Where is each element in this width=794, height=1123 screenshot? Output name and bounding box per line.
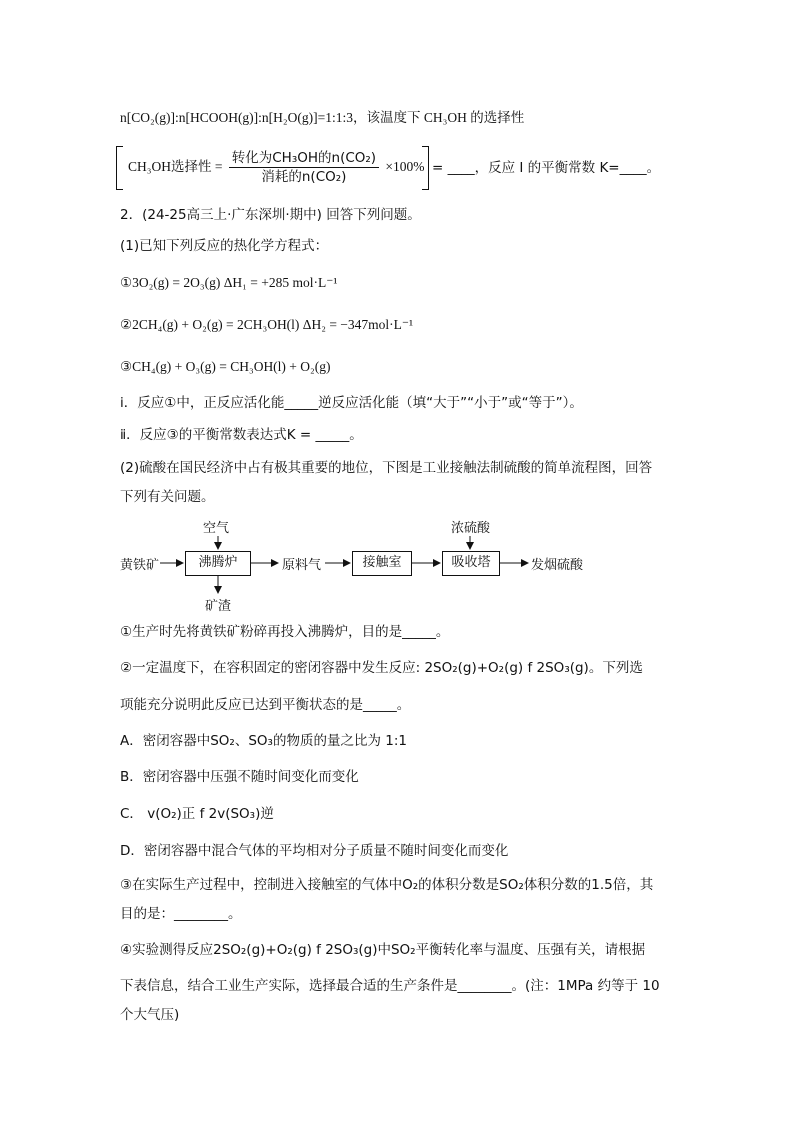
fraction-numerator: 转化为CH₃OH的n(CO₂) — [229, 149, 379, 168]
part-3-line2: 目的是：________。 — [120, 906, 242, 922]
flow-slag: 矿渣 — [205, 599, 232, 614]
flow-gas: 原料气 — [282, 558, 322, 573]
option-b: B．密闭容器中压强不随时间变化而变化 — [120, 769, 359, 785]
flow-box-contact: 接触室 — [352, 551, 412, 576]
formula-tail: = ____，反应 I 的平衡常数 K=____。 — [432, 160, 661, 176]
question-title: 2．(24-25高三上·广东深圳·期中) 回答下列问题。 — [120, 207, 421, 223]
equation-2: ②2CH₄(g) + O₂(g) = 2CH₃OH(l) ΔH₂ = −347mol·L⁻¹ — [120, 317, 414, 332]
option-d: D．密闭容器中混合气体的平均相对分子质量不随时间变化而变化 — [120, 843, 509, 859]
formula-label: CH₃OH选择性 = — [128, 159, 223, 174]
part-2-line1: ②一定温度下，在容积固定的密闭容器中发生反应: 2SO₂(g)+O₂(g) f 2SO₃(g)。下列选 — [120, 660, 643, 676]
fraction-denominator: 消耗的n(CO₂) — [261, 168, 347, 185]
part-4-line2: 下表信息，结合工业生产实际，选择最合适的生产条件是________。(注：1MPa 约等于 10 — [120, 978, 660, 994]
flow-acid-in: 浓硫酸 — [451, 521, 491, 536]
subquestion-ii: ⅱ．反应③的平衡常数表达式K = _____。 — [120, 427, 363, 443]
flow-box-furnace: 沸腾炉 — [185, 551, 251, 576]
equation-3: ③CH₄(g) + O₃(g) = CH₃OH(l) + O₂(g) — [120, 359, 331, 374]
part-2-line2: 项能充分说明此反应已达到平衡状态的是_____。 — [120, 697, 411, 713]
subquestion-2-line2: 下列有关问题。 — [120, 489, 215, 505]
subquestion-1: (1)已知下列反应的热化学方程式： — [120, 238, 329, 254]
option-a: A．密闭容器中SO₂、SO₃的物质的量之比为 1:1 — [120, 733, 407, 749]
part-4-line1: ④实验测得反应2SO₂(g)+O₂(g) f 2SO₃(g)中SO₂平衡转化率与温度、压强有关，请根据 — [120, 942, 646, 958]
flow-input-air: 空气 — [203, 521, 230, 536]
part-1: ①生产时先将黄铁矿粉碎再投入沸腾炉，目的是_____。 — [120, 624, 450, 640]
subquestion-i: ⅰ．反应①中，正反应活化能_____逆反应活化能（填“大于”“小于”或“等于”）。 — [120, 395, 583, 411]
option-c: C． v(O₂)正 f 2v(SO₃)逆 — [120, 806, 274, 822]
flow-product: 发烟硫酸 — [531, 558, 584, 573]
part-3-line1: ③在实际生产过程中，控制进入接触室的气体中O₂的体积分数是SO₂体积分数的1.5倍，其 — [120, 877, 654, 893]
flow-raw-material: 黄铁矿 — [120, 558, 160, 573]
formula-multiplier: ×100% — [385, 159, 425, 174]
subquestion-2-line1: (2)硫酸在国民经济中占有极其重要的地位，下图是工业接触法制硫酸的简单流程图，回答 — [120, 460, 653, 476]
flow-box-tower: 吸收塔 — [442, 551, 500, 576]
equation-1: ①3O₂(g) = 2O₃(g) ΔH₁ = +285 mol·L⁻¹ — [120, 275, 338, 290]
text-line: n[CO₂(g)]:n[HCOOH(g)]:n[H₂O(g)]=1:1:3，该温度下 CH₃OH 的选择性 — [120, 110, 525, 125]
part-4-line3: 个大气压) — [120, 1007, 180, 1023]
